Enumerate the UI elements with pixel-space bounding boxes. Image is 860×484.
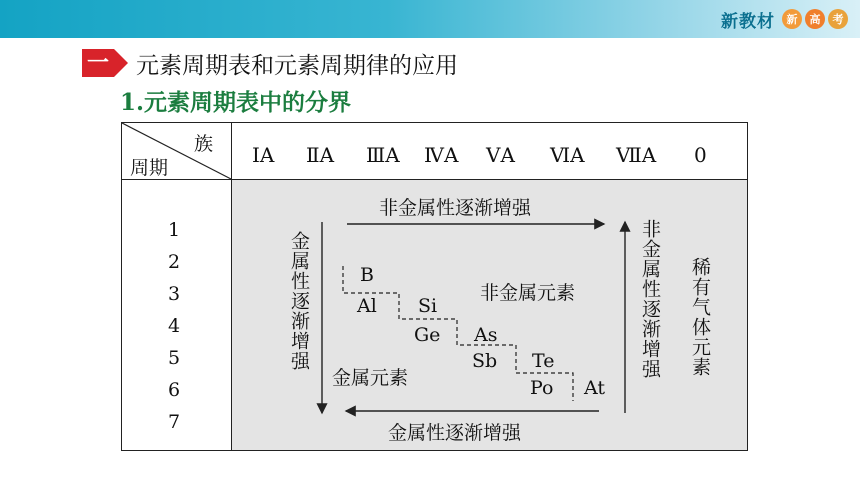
- brand-text: 新教材: [721, 11, 775, 32]
- brand-circle-3: 考: [828, 9, 848, 29]
- subsection-title: 1.元素周期表中的分界: [120, 89, 352, 116]
- corner-group-label: 族: [194, 133, 214, 155]
- element-at: At: [584, 377, 606, 399]
- period-3: 3: [168, 283, 181, 305]
- section-marker: 一: [87, 51, 110, 76]
- section-arrow-icon: [82, 49, 130, 77]
- group-7a: ⅦA: [616, 143, 657, 167]
- element-al: Al: [357, 295, 377, 317]
- top-banner: [0, 0, 860, 38]
- element-sb: Sb: [472, 350, 498, 372]
- brand-logo: [721, 6, 848, 32]
- left-arrow-label: 金属性逐渐增强: [288, 231, 310, 371]
- section-title-row: [82, 46, 458, 80]
- brand-circle-1: 新: [782, 9, 802, 29]
- element-te: Te: [532, 350, 555, 372]
- top-arrow-label: 非金属性逐渐增强: [379, 197, 532, 219]
- group-0: 0: [694, 143, 707, 167]
- nonmetal-region-label: 非金属元素: [480, 282, 576, 304]
- right-arrow-label: 非金属性逐渐增强: [639, 219, 661, 379]
- bottom-arrow-label: 金属性逐渐增强: [388, 422, 522, 444]
- corner-period-label: 周期: [130, 157, 169, 179]
- group-5a: ⅤA: [486, 143, 515, 167]
- period-7: 7: [168, 411, 181, 433]
- periodic-boundary-table: [121, 122, 748, 451]
- group-4a: ⅣA: [424, 143, 459, 167]
- element-ge: Ge: [414, 324, 441, 346]
- metal-region-label: 金属元素: [332, 367, 409, 389]
- element-as: As: [474, 324, 498, 346]
- period-5: 5: [168, 347, 181, 369]
- period-4: 4: [168, 315, 181, 337]
- element-si: Si: [418, 295, 438, 317]
- group-2a: ⅡA: [306, 143, 335, 167]
- section-title: 元素周期表和元素周期律的应用: [136, 52, 458, 79]
- group-3a: ⅢA: [366, 143, 400, 167]
- brand-circle-2: 高: [805, 9, 825, 29]
- noble-gas-label: 稀有气体元素: [689, 257, 711, 377]
- group-1a: ⅠA: [252, 143, 275, 167]
- period-6: 6: [168, 379, 181, 401]
- group-6a: ⅥA: [550, 143, 585, 167]
- period-1: 1: [168, 219, 181, 241]
- element-b: B: [360, 264, 374, 286]
- element-po: Po: [530, 377, 554, 399]
- period-2: 2: [168, 251, 181, 273]
